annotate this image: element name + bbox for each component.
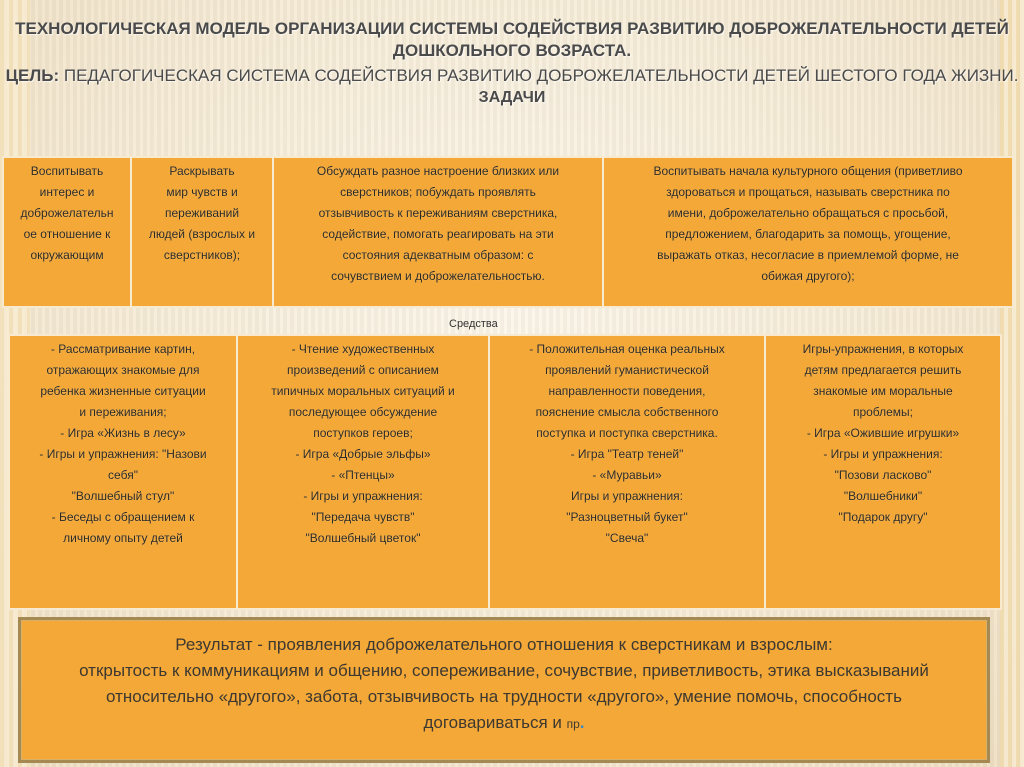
result-line: открытость к коммуникациям и общению, сопереживание, сочувствие, приветливость, этика высказываний (79, 661, 929, 680)
means-line: произведений с описанием (287, 363, 439, 377)
means-line: "Разноцветный букет" (566, 510, 688, 524)
means-line: "Передача чувств" (311, 510, 415, 524)
means-line: - «Муравьи» (592, 468, 662, 482)
task-line: имени, доброжелательно обращаться с просьбой, (667, 206, 949, 220)
task-line: доброжелательн (20, 206, 114, 220)
means-line: - Игра «Жизнь в лесу» (60, 426, 186, 440)
task-line: переживаний (164, 206, 240, 220)
task-line: окружающим (30, 248, 104, 262)
result-line (21, 710, 987, 737)
task-line: состояния адекватным образом: с (342, 248, 534, 262)
means-line: - Игры и упражнения: (823, 447, 943, 461)
means-line: направленности поведения, (548, 384, 706, 398)
tasks-heading: ЗАДАЧИ (478, 89, 546, 106)
means-line: поступка и поступка сверстника. (536, 426, 718, 440)
result-line-end: . (579, 713, 585, 732)
task-line: отзывчивость к переживаниям сверстника, (318, 206, 558, 220)
result-line-small: пр (566, 717, 580, 731)
task-cell (273, 157, 603, 307)
means-line: детям предлагается решить (804, 363, 962, 377)
means-line: отражающих знакомые для (46, 363, 200, 377)
goal-label: ЦЕЛЬ: (5, 66, 60, 85)
task-line: выражать отказ, несогласие в приемлемой форме, не (657, 248, 959, 262)
task-line: здороваться и прощаться, называть сверстника по (666, 185, 950, 199)
means-line: - Рассматривание картин, (50, 342, 196, 356)
means-line: ребенка жизненные ситуации (40, 384, 206, 398)
means-table (8, 334, 1002, 610)
slide-header (0, 18, 1024, 108)
goal-line (0, 64, 1024, 88)
means-line: - «Птенцы» (331, 468, 395, 482)
task-line: сверстников); (163, 248, 241, 262)
means-line: "Позови ласково" (834, 468, 932, 482)
means-line: последующее обсуждение (288, 405, 438, 419)
goal-text: ПЕДАГОГИЧЕСКАЯ СИСТЕМА СОДЕЙСТВИЯ РАЗВИТИЮ ДОБРОЖЕЛАТЕЛЬНОСТИ ДЕТЕЙ ШЕСТОГО ГОДА ЖИЗНИ. (63, 66, 1019, 85)
means-line: личному опыту детей (63, 531, 183, 545)
means-line: проблемы; (852, 405, 914, 419)
means-line: Игры-упражнения, в которых (802, 342, 964, 356)
result-box (18, 617, 990, 763)
means-cell (237, 335, 489, 609)
tasks-row (3, 157, 1013, 307)
task-line: предложением, благодарить за помощь, угощение, (665, 227, 951, 241)
task-line: Раскрывать (169, 164, 235, 178)
means-line: - Чтение художественных (291, 342, 435, 356)
task-line: содействие, помогать реагировать на эти (322, 227, 554, 241)
task-line: Воспитывать начала культурного общения (приветливо (653, 164, 963, 178)
means-line: пояснение смысла собственного (535, 405, 719, 419)
means-line: - Игра "Театр теней" (570, 447, 684, 461)
means-line: "Волшебный стул" (71, 489, 175, 503)
means-line: и переживания; (79, 405, 167, 419)
task-line: обижая другого); (761, 269, 855, 283)
means-line: - Беседы с обращением к (51, 510, 195, 524)
means-cell (489, 335, 765, 609)
means-row (9, 335, 1001, 609)
means-line: - Игра «Добрые эльфы» (295, 447, 431, 461)
means-line: типичных моральных ситуаций и (271, 384, 455, 398)
task-line: мир чувств и (166, 185, 238, 199)
slide-title: ТЕХНОЛОГИЧЕСКАЯ МОДЕЛЬ ОРГАНИЗАЦИИ СИСТЕМЫ СОДЕЙСТВИЯ РАЗВИТИЮ ДОБРОЖЕЛАТЕЛЬНОСТИ ДЕТЕЙ ДОШКОЛЬНОГО ВОЗРАСТА. (15, 19, 1009, 60)
tasks-table (2, 156, 1014, 308)
means-line: "Волшебники" (843, 489, 923, 503)
means-line: проявлений гуманистической (545, 363, 709, 377)
task-cell (603, 157, 1013, 307)
task-line: Воспитывать (30, 164, 104, 178)
means-cell (765, 335, 1001, 609)
means-line: - Игры и упражнения: "Назови (39, 447, 207, 461)
means-line: "Свеча" (605, 531, 649, 545)
task-line: сверстников; побуждать проявлять (340, 185, 536, 199)
means-cell (9, 335, 237, 609)
means-line: себя" (108, 468, 138, 482)
background-stripes-right (1000, 0, 1024, 767)
means-line: - Положительная оценка реальных (529, 342, 725, 356)
means-line: "Подарок другу" (838, 510, 928, 524)
task-cell (3, 157, 131, 307)
means-line: поступков героев; (313, 426, 413, 440)
means-line: знакомые им моральные (813, 384, 953, 398)
task-line: интерес и (39, 185, 95, 199)
means-line: Игры и упражнения: (570, 489, 683, 503)
means-label: Средства (449, 318, 498, 330)
task-line: людей (взрослых и (148, 227, 256, 241)
task-line: ое отношение к (23, 227, 111, 241)
task-line: сочувствием и доброжелательностью. (331, 269, 545, 283)
means-line: - Игра «Ожившие игрушки» (806, 426, 960, 440)
task-cell (131, 157, 273, 307)
result-line-main: договариваться и (423, 713, 562, 732)
result-line: относительно «другого», забота, отзывчивость на трудности «другого», умение помочь, способность (106, 687, 902, 706)
task-line: Обсуждать разное настроение близких или (316, 164, 560, 178)
means-line: "Волшебный цветок" (305, 531, 421, 545)
result-line: Результат - проявления доброжелательного отношения к сверстникам и взрослым: (175, 635, 833, 654)
means-line: - Игры и упражнения: (303, 489, 423, 503)
